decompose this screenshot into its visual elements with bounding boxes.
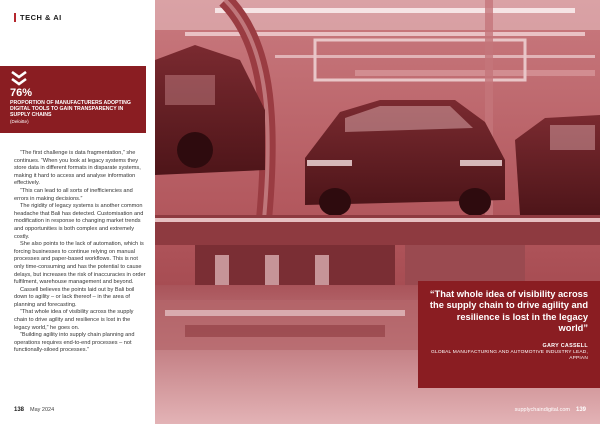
body-paragraph: The rigidity of legacy systems is another common headache that Bali has detected. Customisation and modification in response to changing market trends and opportunities is both complex and extremely costly. [14, 203, 144, 240]
stat-value: 76% [10, 87, 33, 99]
quote-attribution-role: GLOBAL MANUFACTURING AND AUTOMOTIVE INDUSTRY LEAD, APPIAN [431, 349, 588, 361]
website: supplychaindigital.com [514, 407, 570, 413]
stat-callout [0, 66, 146, 133]
tag-bar [14, 13, 16, 22]
left-page [0, 0, 155, 424]
quote-text: “That whole idea of visibility across the supply chain to drive agility and resilience is lost in the legacy world” [429, 289, 588, 334]
folio-right [515, 407, 586, 413]
body-paragraph: “That whole idea of visibility across the supply chain to drive agility and resilience is lost in the legacy world,” he goes on. [14, 309, 134, 331]
section-tag [14, 13, 62, 22]
quote-attribution-name: GARY CASSELL [542, 342, 588, 349]
page-number-right: 139 [575, 407, 586, 413]
body-paragraph: “Building agility into supply chain planning and operations requires end-to-end processes – not functionally-siloed processes.” [14, 332, 135, 354]
body-paragraph: “This can lead to all sorts of inefficiencies and errors in making decisions.” [14, 187, 133, 202]
body-column [14, 150, 147, 355]
chevron-down-icon [10, 71, 28, 86]
section-tag-label: TECH & AI [20, 13, 62, 22]
body-paragraph: She also points to the lack of automation, which is forcing businesses to continue relying on manual processes and paper-based workflows. This is not only time-consuming and has the potential to cause delays, but increases the risk of inaccuracies in order fulfilment, warehouse management and beyond. [14, 241, 146, 286]
body-paragraph: Cassell believes the points laid out by Bali boil down to agility – or lack thereof – in the area of planning and forecasting. [14, 286, 135, 308]
pull-quote [418, 281, 600, 388]
page-number-left: 138 [14, 407, 25, 413]
stat-source: (Deloitte) [10, 119, 29, 124]
stat-label: PROPORTION OF MANUFACTURERS ADOPTING DIGITAL TOOLS TO GAIN TRANSPARENCY IN SUPPLY CHAINS [10, 100, 131, 118]
body-paragraph: “The first challenge is data fragmentation,” she continues. “When you look at legacy systems they store data in different formats in disparate systems, making it hard to access and analyse information effectively. [14, 150, 141, 187]
issue-date: May 2024 [30, 407, 55, 413]
folio-left [14, 407, 54, 413]
